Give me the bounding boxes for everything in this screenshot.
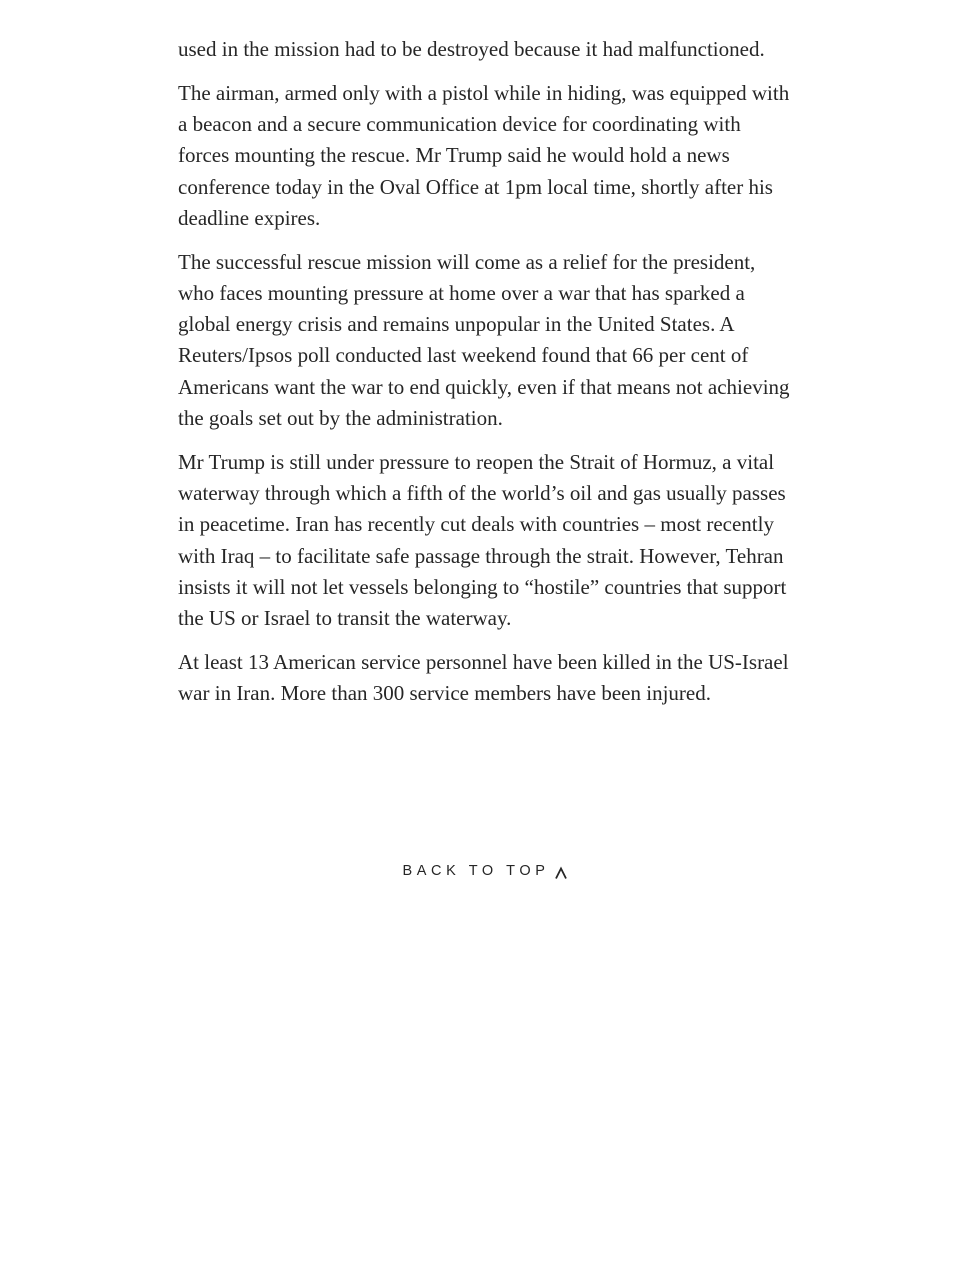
article-paragraph: Mr Trump is still under pressure to reopen the Strait of Hormuz, a vital waterway through which a fifth of the world’s oil and gas usually passes in peacetime. Iran has recently cut deals with countries – most recently with Iraq – to facilitate safe passage through the strait. However, Tehran insists it will not let vessels belonging to “hostile” countries that support the US or Israel to transit the waterway. — [178, 449, 787, 631]
article-paragraph: At least 13 American service personnel have been killed in the US-Israel war in Iran. More than 300 service members have been injured. — [178, 649, 789, 706]
article-paragraph: used in the mission had to be destroyed because it had malfunctioned. — [178, 37, 765, 61]
chevron-up-icon — [554, 866, 568, 880]
back-to-top-label: BACK TO TOP — [402, 863, 550, 879]
article-paragraph: The successful rescue mission will come as a relief for the president, who faces mounting pressure at home over a war that has sparked a global energy crisis and remains unpopular in the United States. A Reuters/Ipsos poll conducted last weekend found that 66 per cent of Americans want the war to end quickly, even if that means not achieving the goals set out by the administration. — [178, 249, 790, 431]
article-paragraph: The airman, armed only with a pistol while in hiding, was equipped with a beacon and a secure communication device for coordinating with forces mounting the rescue. Mr Trump said he would hold a news conference today in the Oval Office at 1pm local time, shortly after his deadline expires. — [178, 80, 790, 230]
back-to-top-row — [0, 862, 960, 880]
back-to-top-link[interactable] — [402, 862, 567, 880]
article-body — [178, 34, 790, 722]
